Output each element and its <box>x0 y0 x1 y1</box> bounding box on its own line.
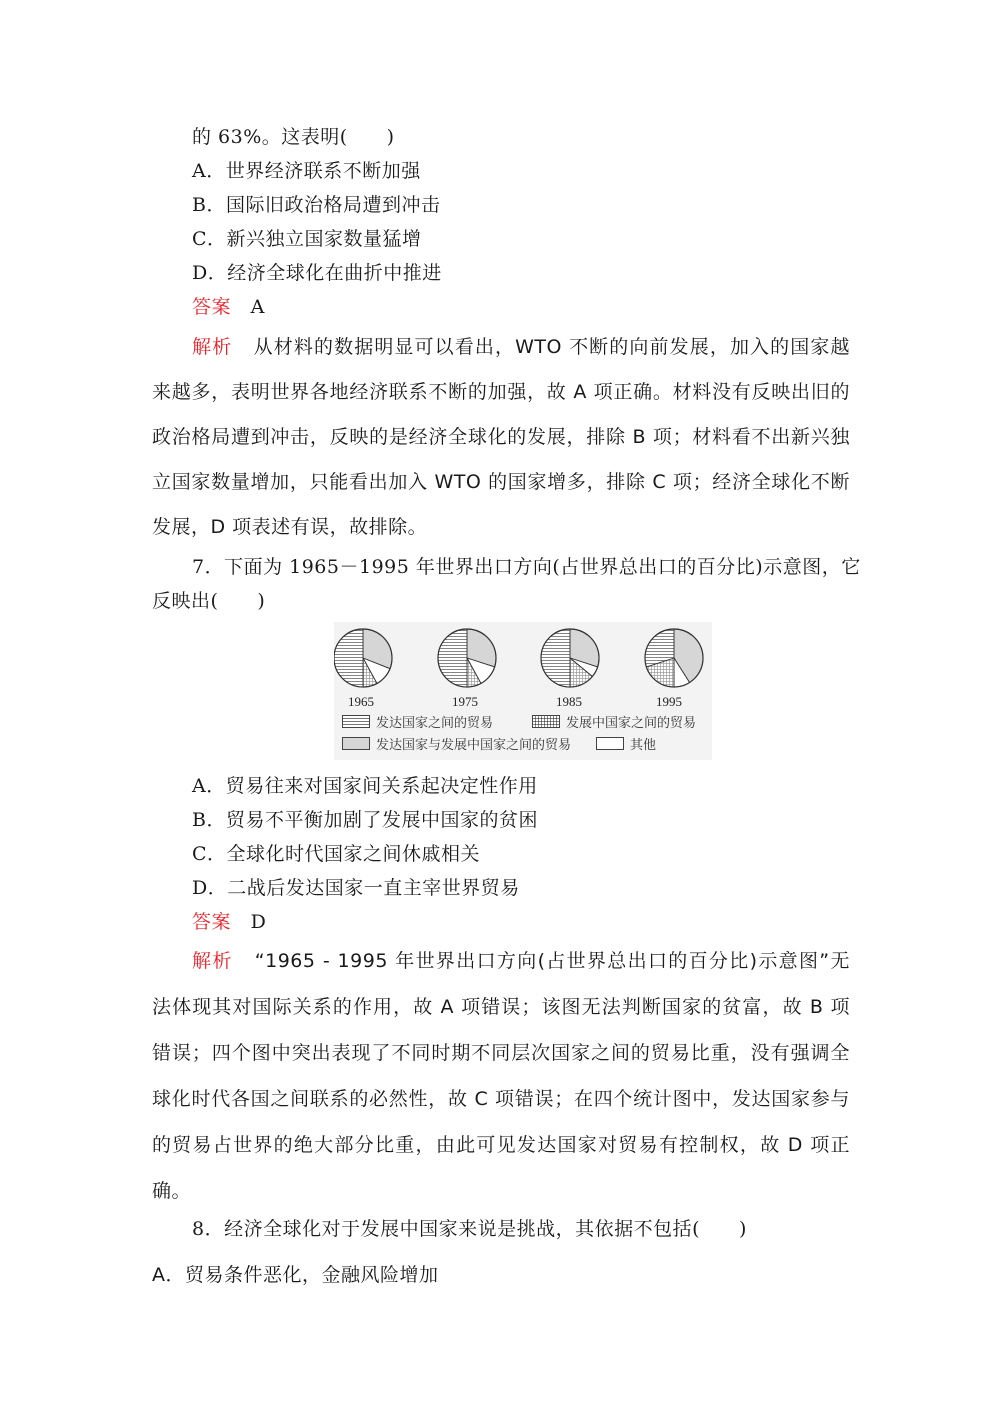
legend-item-dev-dev <box>342 712 493 731</box>
q6-option-a: A．世界经济联系不断加强 <box>192 160 421 182</box>
q6-answer <box>192 292 265 319</box>
q7-analysis-line-4: 球化时代各国之间联系的必然性，故 C 项错误；在四个统计图中，发达国家参与 <box>152 1088 850 1110</box>
q7-stem-line-1: 7．下面为 1965－1995 年世界出口方向(占世界总出口的百分比)示意图，它 <box>192 556 861 578</box>
legend-label: 发达国家之间的贸易 <box>376 716 494 731</box>
q6-analysis-line-1 <box>192 332 850 359</box>
q7-analysis-line-1 <box>192 946 850 973</box>
answer-label: 答案 <box>192 911 232 933</box>
answer-label: 答案 <box>192 296 232 318</box>
q8-stem: 8．经济全球化对于发展中国家来说是挑战，其依据不包括( ) <box>192 1218 747 1240</box>
pie-1965 <box>334 629 392 687</box>
answer-value: A <box>250 296 265 318</box>
q6-option-b: B．国际旧政治格局遭到冲击 <box>192 194 441 216</box>
pie-label-1975: 1975 <box>452 694 478 709</box>
q7-option-c: C．全球化时代国家之间休戚相关 <box>192 843 481 865</box>
analysis-text: 从材料的数据明显可以看出，WTO 不断的向前发展，加入的国家越 <box>253 336 850 358</box>
q6-option-d: D．经济全球化在曲折中推进 <box>192 262 442 284</box>
q7-option-a: A．贸易往来对国家间关系起决定性作用 <box>192 775 538 797</box>
pie-slice-dev_dev <box>541 629 570 687</box>
q6-stem-tail: 的 63%。这表明( ) <box>192 126 395 148</box>
analysis-text: “1965 - 1995 年世界出口方向(占世界总出口的百分比)示意图”无 <box>254 950 850 972</box>
legend-item-dvg-dvg <box>532 712 696 731</box>
pie-1995 <box>645 629 703 687</box>
q7-analysis-line-6: 确。 <box>152 1180 192 1202</box>
q8-option-a: A．贸易条件恶化，金融风险增加 <box>152 1264 439 1286</box>
legend-label: 发达国家与发展中国家之间的贸易 <box>376 738 572 753</box>
legend-label: 发展中国家之间的贸易 <box>566 716 697 731</box>
q7-answer <box>192 907 266 934</box>
q7-option-d: D．二战后发达国家一直主宰世界贸易 <box>192 877 520 899</box>
pie-1985 <box>541 629 599 687</box>
q7-analysis-line-5: 的贸易占世界的绝大部分比重，由此可见发达国家对贸易有控制权，故 D 项正 <box>152 1134 850 1156</box>
q6-analysis-line-2: 来越多，表明世界各地经济联系不断的加强，故 A 项正确。材料没有反映出旧的 <box>152 381 850 403</box>
pie-slice-dev_dev <box>334 629 363 687</box>
q7-option-b: B．贸易不平衡加剧了发展中国家的贫困 <box>192 809 538 831</box>
export-direction-figure <box>334 622 712 760</box>
pie-1975 <box>438 629 496 687</box>
legend-swatch-grid <box>532 715 560 728</box>
pie-label-1995: 1995 <box>656 694 682 709</box>
answer-value: D <box>250 911 267 933</box>
legend-label: 其他 <box>630 738 657 753</box>
pie-label-1985: 1985 <box>556 694 582 709</box>
q6-analysis-line-4: 立国家数量增加，只能看出加入 WTO 的国家增多，排除 C 项；经济全球化不断 <box>152 471 850 493</box>
legend-swatch-white <box>596 737 624 750</box>
legend-swatch-gray <box>342 737 370 750</box>
q6-analysis-line-5: 发展，D 项表述有误，故排除。 <box>152 516 428 538</box>
q7-analysis-line-3: 错误；四个图中突出表现了不同时期不同层次国家之间的贸易比重，没有强调全 <box>152 1042 850 1064</box>
q6-analysis-line-3: 政治格局遭到冲击，反映的是经济全球化的发展，排除 B 项；材料看不出新兴独 <box>152 426 850 448</box>
analysis-label: 解析 <box>192 950 233 972</box>
pie-label-1965: 1965 <box>348 694 374 709</box>
analysis-label: 解析 <box>192 336 233 358</box>
pie-slice-dev_dev <box>438 629 467 687</box>
q7-stem-line-2: 反映出( ) <box>152 590 266 612</box>
legend-item-other <box>596 734 656 753</box>
pie-charts <box>334 622 712 698</box>
q6-option-c: C．新兴独立国家数量猛增 <box>192 228 422 250</box>
legend-swatch-horizontal <box>342 715 370 728</box>
legend-item-dev-dvg <box>342 734 571 753</box>
q7-analysis-line-2: 法体现其对国际关系的作用，故 A 项错误；该图无法判断国家的贫富，故 B 项 <box>152 996 850 1018</box>
